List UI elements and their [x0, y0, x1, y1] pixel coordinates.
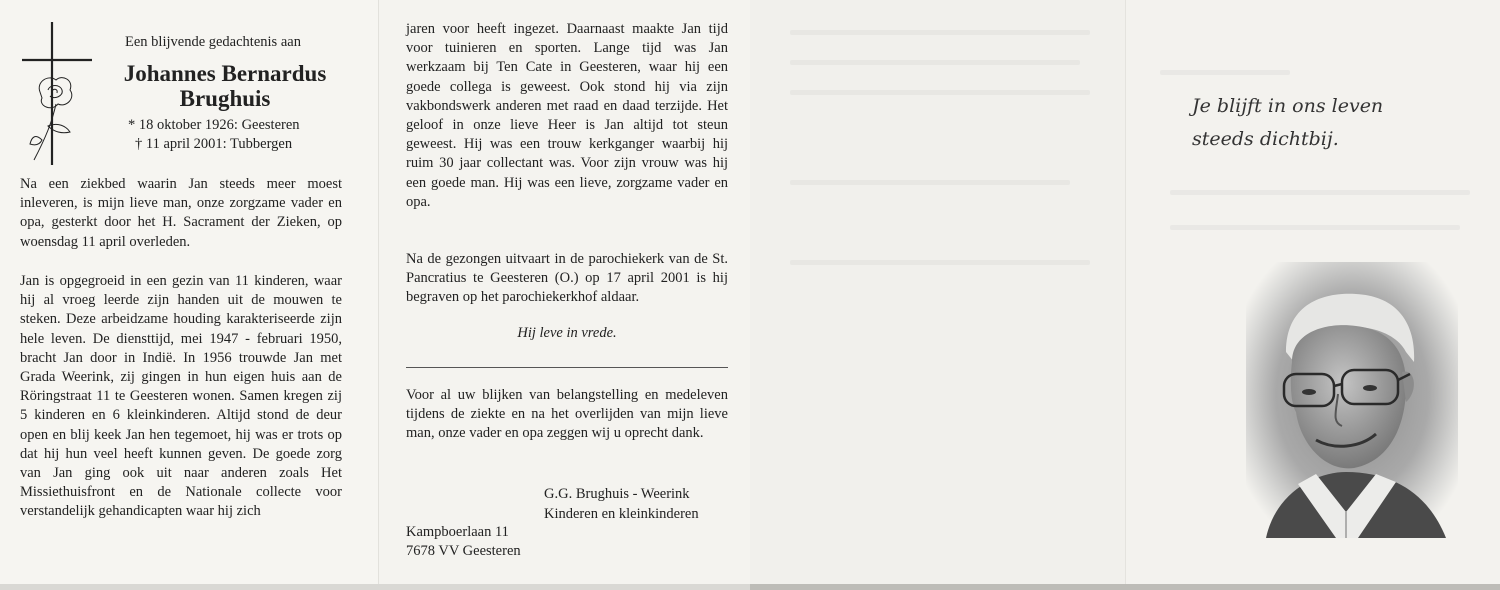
bleed-through-line — [790, 90, 1090, 95]
divider — [406, 367, 728, 368]
address-street: Kampboerlaan 11 — [406, 524, 509, 540]
deceased-surname: Brughuis — [179, 86, 271, 111]
bleed-through-line — [790, 60, 1080, 65]
life-story-continued: jaren voor heeft ingezet. Daarnaast maakte Jan tijd voor tuinieren en sporten. Lange tijd was Jan werkzaam bij Ten Cate in Geesteren, waar hij een goede collega is geweest. Ook stond hij via zijn vakbondswerk anderen met raad en daad terzijde. Het geloof in onze lieve Heer is Jan altijd tot steun geweest. Hij was een trouw kerkganger waarbij hij ruim 30 jaar collectant was. Voor zijn vrouw was hij een goede man. Hij was een lieve, zorgzame vader en opa. — [406, 21, 728, 210]
birth-date: * 18 oktober 1926: Geesteren — [128, 117, 300, 133]
obituary-paragraph: Na een ziekbed waarin Jan steeds meer moest inleveren, is mijn lieve man, onze zorgzame vader en opa, gesterkt door het H. Sacrament der Zieken, op woensdag 11 april overleden. — [20, 176, 342, 250]
thanks-paragraph: Voor al uw blijken van belangstelling en medeleven tijdens de ziekte en na het overlijden van mijn lieve man, onze vader en opa zeggen wij u oprecht dank. — [406, 387, 728, 442]
bleed-through-line — [790, 30, 1090, 35]
scan-edge — [750, 584, 1500, 590]
motto: Hij leve in vrede. — [517, 325, 617, 341]
bleed-through-line — [790, 180, 1070, 185]
bleed-through-line — [790, 260, 1090, 265]
funeral-paragraph: Na de gezongen uitvaart in de parochiekerk van de St. Pancratius te Geesteren (O.) op 17 april 2001 is hij begraven op het parochiekerkhof aldaar. — [406, 251, 728, 306]
death-date: † 11 april 2001: Tubbergen — [135, 136, 293, 152]
address-city: 7678 VV Geesteren — [406, 543, 521, 559]
deceased-name: Johannes Bernardus — [123, 61, 327, 86]
quote-line: steeds dichtbij. — [1192, 128, 1339, 150]
portrait-photo — [1246, 262, 1458, 538]
signature-line: G.G. Brughuis - Weerink — [544, 486, 690, 502]
remembrance-heading: Een blijvende gedachtenis aan — [125, 34, 301, 50]
cross-icon — [22, 22, 92, 167]
bleed-through-line — [1170, 190, 1470, 195]
bleed-through-line — [1170, 225, 1460, 230]
signature-line: Kinderen en kleinkinderen — [544, 506, 699, 522]
quote-line: Je blijft in ons leven — [1192, 95, 1384, 117]
life-story-paragraph: Jan is opgegroeid in een gezin van 11 kinderen, waar hij al vroeg leerde zijn handen uit de mouwen te steken. Deze arbeidzame houding karakteriseerde zijn hele leven. De diensttijd, mei 1947 - februari 1950, bracht Jan door in Indië. In 1956 trouwde Jan met Grada Weerink, zij gingen in hun eigen huis aan de Röringstraat 11 te Geesteren wonen. Samen kregen zij 5 kinderen en 6 kleinkinderen. Altijd stond de deur open en blij keek Jan hen tegemoet, hij was er trots op dat hij hun veel heeft kunnen geven. De goede zorg van Jan ging ook uit naar anderen zoals Het Missiethuisfront en de Nationale collecte voor verstandelijk gehandicapten waar hij zich — [20, 273, 342, 520]
card-panel-back — [750, 0, 1125, 584]
bleed-through-line — [1160, 70, 1290, 75]
